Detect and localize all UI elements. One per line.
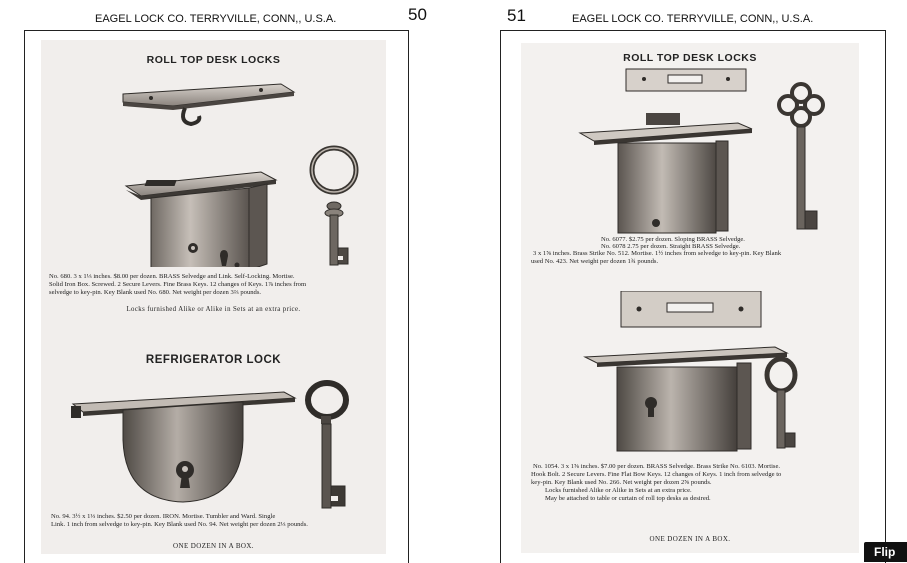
refrigerator-lock-title: REFRIGERATOR LOCK: [145, 354, 282, 366]
right-page-header: EAGEL LOCK CO. TERRYVILLE, CONN,, U.S.A.: [572, 13, 814, 25]
lock-680-caption-line-3: selvedge to key-pin. Key Blank used No. 680. Net weight per dozen 3⅔ pounds.: [49, 289, 262, 296]
lock-1054-attach-note: May be attached to table or curtain of roll top desks as desired.: [545, 495, 711, 502]
lock-680-illustration: [81, 72, 381, 267]
lock-6077-details-line-2: used No. 423. Net weight per dozen 1¾ pounds.: [531, 258, 659, 265]
left-page-number: 50: [408, 5, 427, 24]
left-catalog-page: [24, 30, 409, 563]
right-page-number: 51: [507, 6, 526, 25]
lock-6077-illustration: [576, 67, 856, 235]
lock-6077-caption: No. 6077. $2.75 per dozen. Sloping BRASS Selvedge.: [601, 236, 745, 243]
right-page-scan: [521, 43, 859, 553]
lock-94-caption-line-1: No. 94. 3½ x 1⅓ inches. $2.50 per dozen. IRON. Mortise. Tumbler and Ward. Single: [51, 513, 276, 520]
left-page-scan: [41, 40, 386, 554]
refrigerator-lock-illustration: [69, 370, 369, 510]
lock-6078-caption: No. 6078 2.75 per dozen. Straight BRASS Selvedge.: [601, 243, 741, 250]
lock-1054-caption-line-3: key-pin. Key Blank used No. 266. Net weight per dozen 2⅝ pounds.: [531, 479, 712, 486]
lock-1054-caption-line-2: Hook Bolt. 2 Secure Levers. Fine Flat Bow Keys. 12 changes of Keys. 1 inch from selvedge to: [531, 471, 782, 478]
left-page-header: EAGEL LOCK CO. TERRYVILLE, CONN,, U.S.A.: [95, 13, 337, 25]
flip-button[interactable]: Flip: [864, 542, 907, 562]
lock-6077-details-line-1: 3 x 1⅝ inches. Brass Strike No. 512. Mortise. 1½ inches from selvedge to key-pin. Key Blank: [533, 250, 782, 257]
lock-680-caption-line-1: No. 680. 3 x 1⅓ inches. $8.00 per dozen. BRASS Selvedge and Link. Self-Locking. Mortise.: [49, 273, 295, 280]
roll-top-desk-locks-title: ROLL TOP DESK LOCKS: [146, 54, 281, 66]
lock-680-caption-line-2: Solid Iron Box. Screwed. 2 Secure Levers. Fine Brass Keys. 12 changes of Keys. 1⅞ inches from: [49, 281, 307, 288]
lock-1054-caption-line-1: No. 1054. 3 x 1⅝ inches. $7.00 per dozen. BRASS Selvedge. Brass Strike No. 6103. Mortise.: [533, 463, 781, 470]
left-one-dozen-note: ONE DOZEN IN A BOX.: [173, 542, 254, 550]
right-catalog-page: [500, 30, 886, 563]
right-one-dozen-note: ONE DOZEN IN A BOX.: [649, 535, 731, 543]
right-roll-top-desk-locks-title: ROLL TOP DESK LOCKS: [623, 52, 757, 64]
lock-1054-illustration: [581, 291, 859, 459]
lock-1054-alike-note: Locks furnished Alike or Alike in Sets at an extra price.: [545, 487, 692, 494]
lock-680-alike-note: Locks furnished Alike or Alike in Sets at an extra price.: [126, 306, 301, 313]
lock-94-caption-line-2: Link. 1 inch from selvedge to key-pin. Key Blank used No. 94. Net weight per dozen 2⅓ pounds.: [51, 521, 308, 528]
